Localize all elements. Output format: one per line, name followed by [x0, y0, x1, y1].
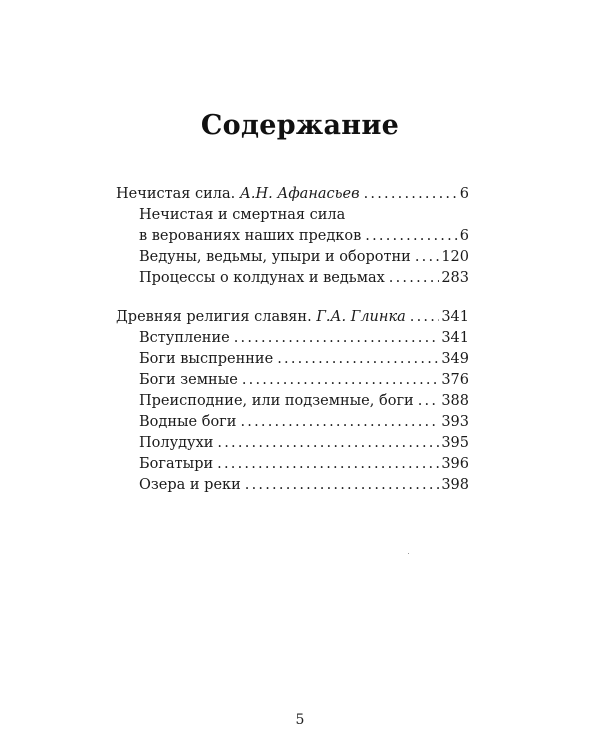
page-number: 341 — [441, 309, 469, 325]
dot-leader — [217, 433, 439, 454]
dot-leader — [240, 412, 439, 433]
section-spacer — [116, 289, 469, 307]
toc-item[interactable] — [116, 370, 469, 391]
toc-item-label: Боги земные — [139, 372, 238, 388]
toc-item-label: Озера и реки — [139, 477, 241, 493]
dot-leader — [234, 328, 440, 349]
toc-item-label: Богатыри — [139, 456, 214, 472]
toc-item[interactable] — [116, 268, 469, 289]
dot-leader — [277, 349, 439, 370]
paper-speck — [408, 553, 409, 554]
toc-item[interactable] — [116, 391, 469, 412]
section-title: Нечистая сила. — [116, 186, 236, 202]
toc-item-label: Ведуны, ведьмы, упыри и оборотни — [139, 249, 411, 265]
page-number: 395 — [441, 435, 469, 451]
page-number: 6 — [459, 228, 469, 244]
toc-section-heading[interactable] — [116, 307, 469, 328]
page-number: 376 — [441, 372, 469, 388]
page-number: 393 — [441, 414, 469, 430]
toc-item-label: Полудухи — [139, 435, 214, 451]
toc-item[interactable] — [116, 454, 469, 475]
page-number: 396 — [441, 456, 469, 472]
dot-leader — [389, 268, 440, 289]
dot-leader — [245, 475, 440, 496]
toc-item[interactable] — [116, 433, 469, 454]
section-title: Древняя религия славян. — [116, 309, 312, 325]
page-number: 283 — [441, 270, 469, 286]
toc-item-first-line: Нечистая и смертная сила — [139, 207, 346, 223]
toc-item-label: Процессы о колдунах и ведьмах — [139, 270, 385, 286]
toc-item-label: Боги выспренние — [139, 351, 274, 367]
toc-item-label: Водные боги — [139, 414, 237, 430]
dot-leader — [217, 454, 439, 475]
dot-leader — [418, 391, 440, 412]
page-number: 341 — [441, 330, 469, 346]
toc-item-label: Вступление — [139, 330, 230, 346]
section-author: А.Н. Афанасьев — [239, 186, 360, 202]
section-author: Г.А. Глинка — [316, 309, 406, 325]
toc-item[interactable] — [116, 328, 469, 349]
table-of-contents — [116, 184, 469, 496]
dot-leader — [410, 307, 440, 328]
dot-leader — [242, 370, 440, 391]
toc-item[interactable] — [116, 475, 469, 496]
page-number: 120 — [441, 249, 469, 265]
dot-leader — [415, 247, 439, 268]
page-number: 349 — [441, 351, 469, 367]
page-title: Содержание — [200, 110, 400, 141]
toc-item[interactable] — [116, 349, 469, 370]
page-number: 388 — [441, 393, 469, 409]
toc-item-label: в верованиях наших предков — [139, 228, 362, 244]
page-number: 398 — [441, 477, 469, 493]
toc-item-label: Преисподние, или подземные, боги — [139, 393, 414, 409]
page-folio-number: 5 — [295, 712, 305, 728]
dot-leader — [365, 226, 458, 247]
dot-leader — [364, 184, 458, 205]
toc-item[interactable] — [116, 247, 469, 268]
toc-section-heading[interactable] — [116, 184, 469, 205]
toc-item[interactable] — [116, 226, 469, 247]
page-number: 6 — [459, 186, 469, 202]
toc-item[interactable] — [116, 412, 469, 433]
